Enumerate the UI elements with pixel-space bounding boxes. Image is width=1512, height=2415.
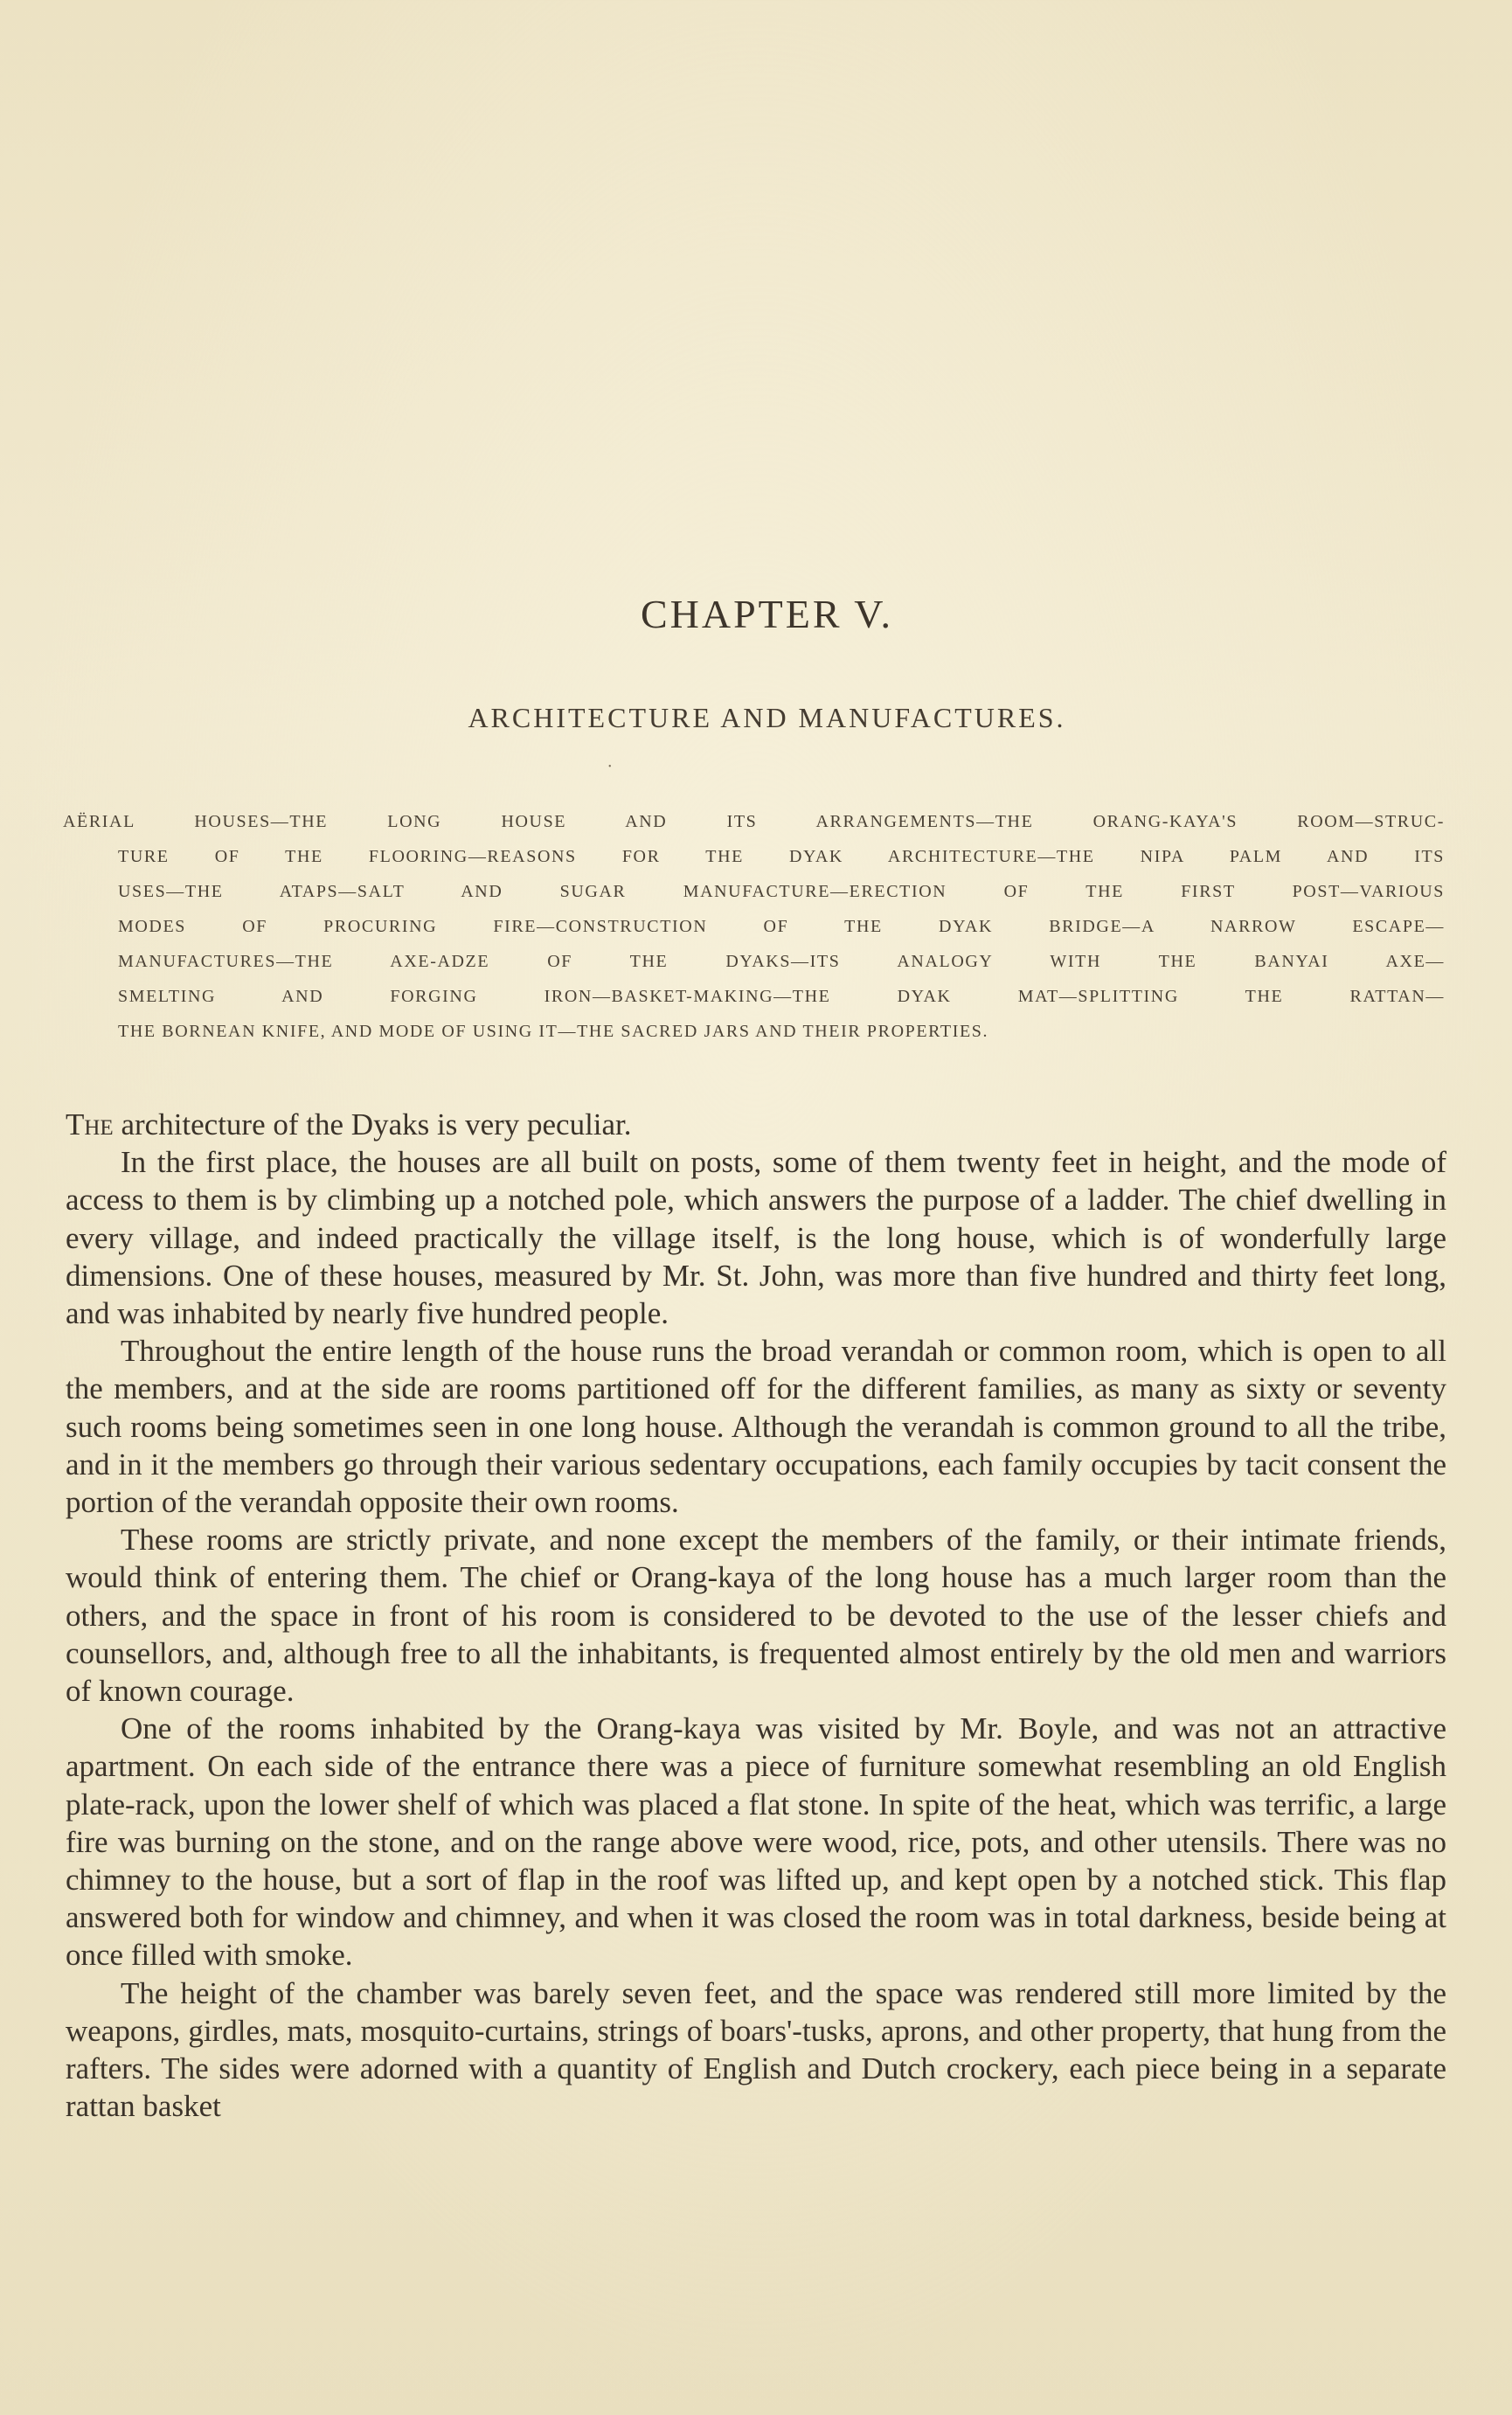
body-text xyxy=(66,1106,1446,2125)
paragraph: In the first place, the houses are all built on posts, some of them twenty feet in height, and the mode of access to them is by climbing up a notched pole, which answers the purpose of a ladder. The chief dwelling in every village, and indeed practically the village itself, is the long house, which is of wonderfully large dimensions. One of these houses, measured by Mr. St. John, was more than five hundred and thirty feet long, and was inhabited by nearly five hundred people. xyxy=(66,1145,1446,1331)
paragraph: These rooms are strictly private, and none except the members of the family, or their intimate friends, would think of entering them. The chief or Orang-kaya of the long house has a much larger room than the others, and the space in front of his room is considered to be devoted to the use of the lesser chiefs and counsellors, and, although free to all the inhabitants, is frequented almost entirely by the old men and warriors of known courage. xyxy=(66,1523,1446,1709)
synopsis-line: AËRIAL HOUSES—THE LONG HOUSE AND ITS ARRANGEMENTS—THE ORANG-KAYA'S ROOM—STRUC- xyxy=(63,812,1445,831)
chapter-synopsis xyxy=(63,804,1445,1049)
synopsis-line: TURE OF THE FLOORING—REASONS FOR THE DYAK ARCHITECTURE—THE NIPA PALM AND ITS xyxy=(118,847,1445,866)
synopsis-line: MODES OF PROCURING FIRE—CONSTRUCTION OF THE DYAK BRIDGE—A NARROW ESCAPE— xyxy=(118,917,1445,936)
paragraph xyxy=(66,1106,1446,1143)
drop-word: The xyxy=(66,1107,114,1142)
synopsis-line: USES—THE ATAPS—SALT AND SUGAR MANUFACTURE—ERECTION OF THE FIRST POST—VARIOUS xyxy=(118,882,1445,901)
ornament-dot: • xyxy=(608,762,612,772)
chapter-subtitle: ARCHITECTURE AND MANUFACTURES. xyxy=(468,702,1066,733)
synopsis-line: THE BORNEAN KNIFE, AND MODE OF USING IT—THE SACRED JARS AND THEIR PROPERTIES. xyxy=(118,1022,989,1041)
paragraph: The height of the chamber was barely seven feet, and the space was rendered still more limited by the weapons, girdles, mats, mosquito-curtains, strings of boars'-tusks, aprons, and other property, that hung from the rafters. The sides were adorned with a quantity of English and Dutch crockery, each piece being in a separate rattan basket xyxy=(66,1975,1446,2124)
synopsis-line: SMELTING AND FORGING IRON—BASKET-MAKING—THE DYAK MAT—SPLITTING THE RATTAN— xyxy=(118,987,1445,1006)
paragraph: One of the rooms inhabited by the Orang-kaya was visited by Mr. Boyle, and was not an attractive apartment. On each side of the entrance there was a piece of furniture somewhat resembling an old English plate-rack, upon the lower shelf of which was placed a flat stone. In spite of the heat, which was terrific, a large fire was burning on the stone, and on the range above were wood, rice, pots, and other utensils. There was no chimney to the house, but a sort of flap in the roof was lifted up, and kept open by a notched stick. This flap answered both for window and chimney, and when it was closed the room was in total darkness, beside being at once filled with smoke. xyxy=(66,1711,1446,1973)
chapter-title: CHAPTER V. xyxy=(640,592,894,636)
paragraph: Throughout the entire length of the house runs the broad verandah or common room, which is open to all the members, and at the side are rooms partitioned off for the different families, as many as sixty or seventy such rooms being sometimes seen in one long house. Although the verandah is common ground to all the tribe, and in it the members go through their various sedentary occupations, each family occupies by tacit consent the portion of the verandah opposite their own rooms. xyxy=(66,1334,1446,1520)
synopsis-line: MANUFACTURES—THE AXE-ADZE OF THE DYAKS—ITS ANALOGY WITH THE BANYAI AXE— xyxy=(118,952,1445,971)
paragraph-text: architecture of the Dyaks is very peculiar. xyxy=(113,1107,632,1142)
